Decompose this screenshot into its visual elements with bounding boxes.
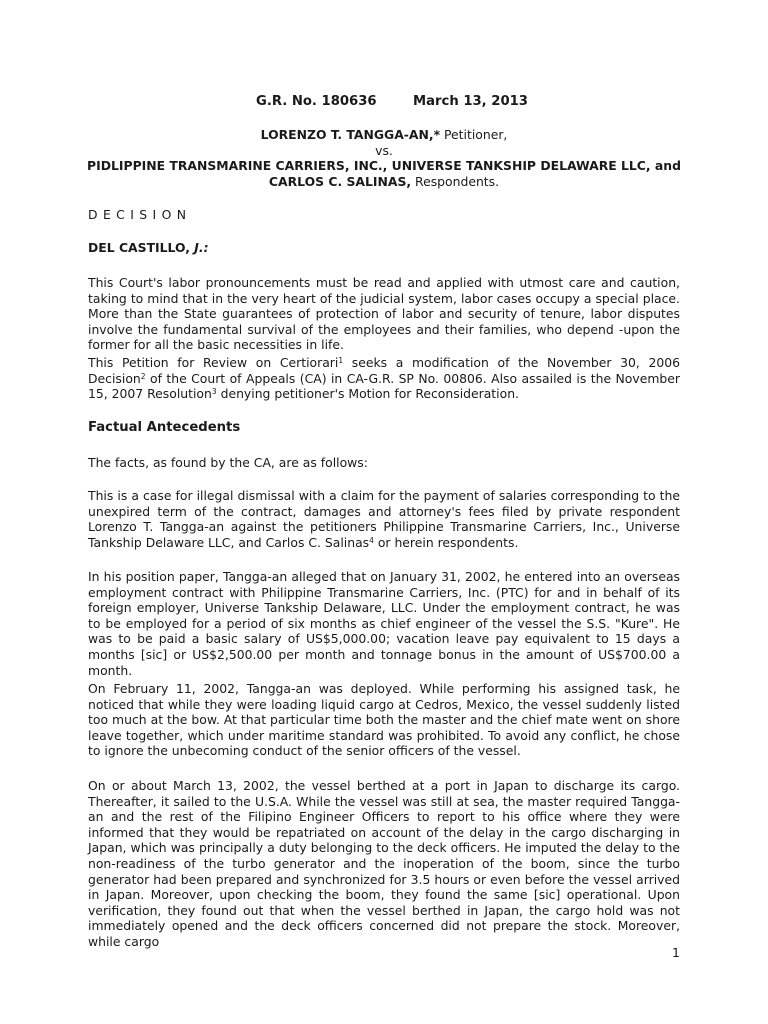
page-number: 1 [672,945,680,960]
paragraph-4-part-b: or herein respondents. [373,534,519,550]
ponente-name: DEL CASTILLO [88,240,186,255]
paragraph-1: This Court's labor pronouncements must be read and applied with utmost care and caution, taking to mind that in the very heart of the judicial system, labor cases occupy a special place. More than the State guarantees of protection of labor and security of tenure, labor disputes involve the fundamental survival of the employees and their families, who depend -upon the former for all the basic necessities in life. [88,275,680,353]
ponente-separator: , [185,240,195,255]
paragraph-4 [88,488,680,550]
footnote-ref-2: 2 [140,371,146,381]
paragraph-7: On or about March 13, 2002, the vessel berthed at a port in Japan to discharge its cargo. Thereafter, it sailed to the U.S.A. While the vessel was still at sea, the master required Tangga-an and the rest of the Filipino Engineer Officers to report to his office where they were informed that they would be repatriated on account of the delay in the cargo discharging in Japan, which was principally a duty belonging to the deck officers. He imputed the delay to the non-readiness of the turbo generator and the inoperation of the boom, since the turbo generator had been prepared and synchronized for 3.5 hours or even before the vessel arrived in Japan. Moreover, upon checking the boom, they found the same [sic] operational. Upon verification, they found out that when the vessel berthed in Japan, the cargo hold was not immediately opened and the deck officers concerned did not prepare the stock. Moreover, while cargo [88,778,680,949]
versus-label: vs. [375,143,393,158]
footnote-ref-4: 4 [369,535,374,545]
paragraph-3: The facts, as found by the CA, are as follows: [88,455,368,470]
respondents-line-1: PIDLIPPINE TRANSMARINE CARRIERS, INC., UNIVERSE TANKSHIP DELAWARE LLC, and [87,158,681,173]
petitioner-name: LORENZO T. TANGGA-AN,* [260,127,441,142]
footnote-ref-1: 1 [338,356,344,365]
petitioner-line [88,127,680,143]
petitioner-role: Petitioner, [440,127,508,142]
paragraph-2-part-b: seeks a modification of the November 30, 2006 Decision [88,355,681,386]
case-date: March 13, 2013 [413,94,528,109]
paragraph-5: In his position paper, Tangga-an alleged that on January 31, 2002, he entered into an overseas employment contract with Philippine Transmarine Carriers, Inc. (PTC) for and in behalf of its foreign employer, Universe Tankship Delaware, LLC. Under the employment contract, he was to be employed for a period of six months as chief engineer of the vessel the S.S. "Kure". He was to be paid a basic salary of US$5,000.00; vacation leave pay equivalent to 15 days a months [sic] or US$2,500.00 per month and tonnage bonus in the amount of US$700.00 a month. [88,569,680,678]
paragraph-2-part-d: denying petitioner's Motion for Reconsideration. [216,386,519,402]
paragraph-2 [88,355,680,402]
paragraph-6: On February 11, 2002, Tangga-an was deployed. While performing his assigned task, he noticed that while they were loading liquid cargo at Cedros, Mexico, the vessel suddenly listed too much at the bow. At that particular time both the master and the chief mate went on shore leave together, which under maritime standard was prohibited. To avoid any conflict, he chose to ignore the unbecoming conduct of the senior officers of the vessel. [88,681,680,759]
paragraph-2-part-a: This Petition for Review on Certiorari [88,355,339,370]
respondents-line-2 [88,174,680,190]
ponente-title: J.: [194,240,209,255]
decision-label: DECISION [88,207,192,222]
paragraph-4-part-a: This is a case for illegal dismissal with a claim for the payment of salaries corresponding to the unexpired term of the contract, damages and attorney's fees filed by private respondent Lorenzo T. Tangga-an against the petitioners Philippine Transmarine Carriers, Inc., Universe Tankship Delaware LLC, and Carlos C. Salinas [88,488,680,550]
section-heading: Factual Antecedents [88,420,241,435]
case-number: G.R. No. 180636 [256,94,377,109]
respondents-role: Respondents. [411,174,500,189]
paragraph-2-part-c: of the Court of Appeals (CA) in CA-G.R. SP No. 00806. Also assailed is the November 15, 2007 Resolution [88,370,680,402]
footnote-ref-3: 3 [211,387,217,397]
respondent-salinas: CARLOS C. SALINAS, [268,174,412,189]
ponente [88,240,209,256]
